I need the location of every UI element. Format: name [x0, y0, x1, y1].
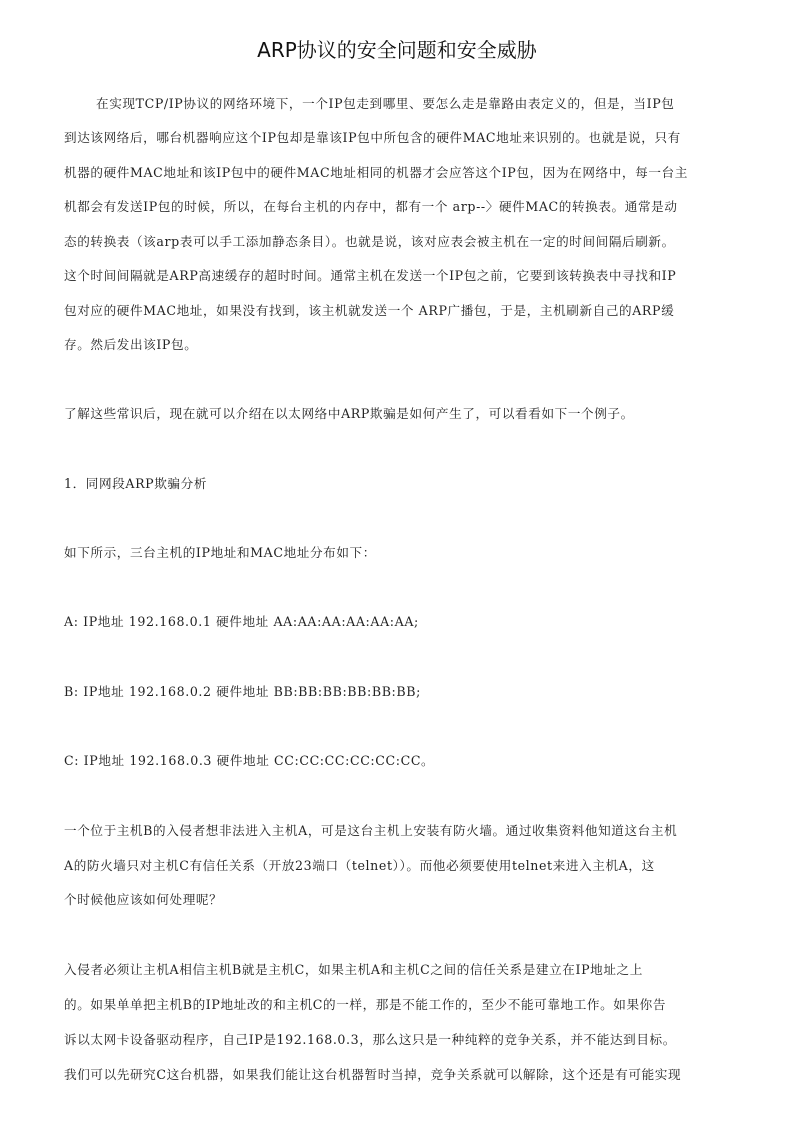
paragraph-line: 态的转换表（该arp表可以手工添加静态条目）。也就是说，该对应表会被主机在一定的时间间隔后刷新。: [64, 234, 675, 249]
paragraph-line: 在实现TCP/IP协议的网络环境下，一个IP包走到哪里、要怎么走是靠路由表定义的，但是，当IP包: [96, 96, 675, 111]
paragraph-line: 的。如果单单把主机B的IP地址改的和主机C的一样，那是不能工作的，至少不能可靠地工作。如果你告: [64, 997, 667, 1012]
host-item-c: C: IP地址 192.168.0.3 硬件地址 CC:CC:CC:CC:CC:CC。: [64, 753, 435, 768]
paragraph-line: 这个时间间隔就是ARP高速缓存的超时时间。通常主机在发送一个IP包之前，它要到该转换表中寻找和IP: [64, 268, 677, 283]
paragraph-line: A的防火墙只对主机C有信任关系（开放23端口（telnet））。而他必须要使用telnet来进入主机A，这: [64, 858, 655, 873]
section-heading: 1．同网段ARP欺骗分析: [64, 476, 208, 491]
paragraph-line: 机都会有发送IP包的时候，所以，在每台主机的内存中，都有一个 arp--〉硬件MAC的转换表。通常是动: [64, 199, 678, 214]
lead-paragraph: 了解这些常识后，现在就可以介绍在以太网络中ARP欺骗是如何产生了，可以看看如下一个例子。: [64, 406, 634, 421]
paragraph-line: 入侵者必须让主机A相信主机B就是主机C，如果主机A和主机C之间的信任关系是建立在IP地址之上: [64, 962, 643, 977]
paragraph-line: 诉以太网卡设备驱动程序，自己IP是192.168.0.3，那么这只是一种纯粹的竞争关系，并不能达到目标。: [64, 1032, 676, 1047]
paragraph-line: 个时候他应该如何处理呢？: [64, 892, 223, 907]
paragraph-line: 包对应的硬件MAC地址，如果没有找到，该主机就发送一个 ARP广播包，于是，主机刷新自己的ARP缓: [64, 303, 675, 318]
host-item-a: A: IP地址 192.168.0.1 硬件地址 AA:AA:AA:AA:AA:AA;: [64, 614, 419, 629]
document-title: ARP协议的安全问题和安全威胁: [257, 38, 537, 62]
host-item-b: B: IP地址 192.168.0.2 硬件地址 BB:BB:BB:BB:BB:BB;: [64, 684, 421, 699]
paragraph-line: 到达该网络后，哪台机器响应这个IP包却是靠该IP包中所包含的硬件MAC地址来识别的。也就是说，只有: [64, 130, 681, 145]
hosts-intro: 如下所示，三台主机的IP地址和MAC地址分布如下：: [64, 545, 376, 560]
paragraph-line: 一个位于主机B的入侵者想非法进入主机A，可是这台主机上安装有防火墙。通过收集资料他知道这台主机: [64, 823, 678, 838]
paragraph-line: 存。然后发出该IP包。: [64, 337, 198, 352]
paragraph-line: 我们可以先研究C这台机器，如果我们能让这台机器暂时当掉，竞争关系就可以解除，这个还是有可能实现: [64, 1067, 682, 1082]
paragraph-line: 机器的硬件MAC地址和该IP包中的硬件MAC地址相同的机器才会应答这个IP包，因为在网络中，每一台主: [64, 165, 688, 180]
